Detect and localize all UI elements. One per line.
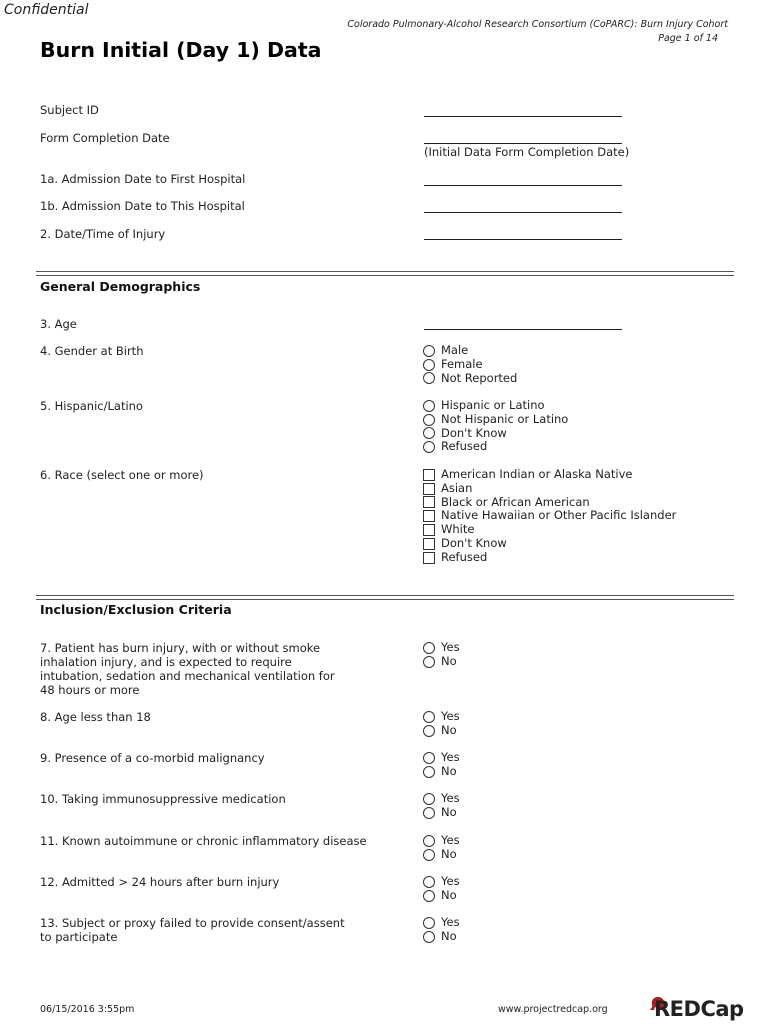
- hispanic-options: [423, 399, 568, 454]
- radio-icon[interactable]: [423, 400, 435, 412]
- injury-datetime-label: 2. Date/Time of Injury: [40, 227, 166, 241]
- gender-option[interactable]: Female: [423, 358, 517, 372]
- radio-icon[interactable]: [423, 876, 435, 888]
- question-13-options: [423, 916, 460, 944]
- yes-option[interactable]: Yes: [423, 751, 460, 765]
- checkbox-icon[interactable]: [423, 496, 435, 508]
- radio-icon[interactable]: [423, 427, 435, 439]
- footer-datetime: 06/15/2016 3:55pm: [40, 1004, 135, 1015]
- gender-label: 4. Gender at Birth: [40, 344, 144, 358]
- admission-this-hospital-field[interactable]: [424, 212, 622, 213]
- radio-icon[interactable]: [423, 725, 435, 737]
- subject-id-label: Subject ID: [40, 103, 99, 117]
- no-option[interactable]: No: [423, 765, 460, 779]
- section-divider: [36, 595, 734, 600]
- checkbox-icon[interactable]: [423, 510, 435, 522]
- hispanic-label: 5. Hispanic/Latino: [40, 399, 143, 413]
- checkbox-icon[interactable]: [423, 483, 435, 495]
- yes-option[interactable]: Yes: [423, 875, 460, 889]
- no-option[interactable]: No: [423, 848, 460, 862]
- no-option[interactable]: No: [423, 806, 460, 820]
- race-options: [423, 468, 676, 565]
- radio-icon[interactable]: [423, 642, 435, 654]
- hispanic-option[interactable]: Don't Know: [423, 427, 568, 441]
- checkbox-icon[interactable]: [423, 469, 435, 481]
- checkbox-icon[interactable]: [423, 538, 435, 550]
- page-header: [347, 18, 728, 46]
- radio-icon[interactable]: [423, 441, 435, 453]
- form-completion-date-note: (Initial Data Form Completion Date): [424, 145, 630, 159]
- question-8-options: [423, 710, 460, 738]
- checkbox-icon[interactable]: [423, 552, 435, 564]
- question-9-options: [423, 751, 460, 779]
- subject-id-field[interactable]: [424, 116, 622, 117]
- race-option[interactable]: Black or African American: [423, 496, 676, 510]
- age-label: 3. Age: [40, 317, 77, 331]
- radio-icon[interactable]: [423, 890, 435, 902]
- question-12-options: [423, 875, 460, 903]
- gender-option[interactable]: Not Reported: [423, 372, 517, 386]
- admission-first-hospital-field[interactable]: [424, 185, 622, 186]
- no-option[interactable]: No: [423, 655, 460, 669]
- radio-icon[interactable]: [423, 656, 435, 668]
- radio-icon[interactable]: [423, 793, 435, 805]
- race-label: 6. Race (select one or more): [40, 468, 204, 482]
- race-option[interactable]: American Indian or Alaska Native: [423, 468, 676, 482]
- form-completion-date-label: Form Completion Date: [40, 131, 170, 145]
- radio-icon[interactable]: [423, 345, 435, 357]
- page-title: Burn Initial (Day 1) Data: [40, 38, 322, 62]
- yes-option[interactable]: Yes: [423, 710, 460, 724]
- question-12-label: 12. Admitted > 24 hours after burn injury: [40, 875, 280, 889]
- question-11-label: 11. Known autoimmune or chronic inflammatory disease: [40, 834, 367, 848]
- question-9-label: 9. Presence of a co-morbid malignancy: [40, 751, 265, 765]
- yes-option[interactable]: Yes: [423, 641, 460, 655]
- radio-icon[interactable]: [423, 931, 435, 943]
- project-name: Colorado Pulmonary-Alcohol Research Consortium (CoPARC): Burn Injury Cohort: [347, 19, 728, 30]
- age-field[interactable]: [424, 329, 622, 330]
- no-option[interactable]: No: [423, 930, 460, 944]
- race-option[interactable]: Native Hawaiian or Other Pacific Islander: [423, 509, 676, 523]
- section-title-demographics: General Demographics: [40, 279, 201, 294]
- no-option[interactable]: No: [423, 889, 460, 903]
- hispanic-option[interactable]: Not Hispanic or Latino: [423, 413, 568, 427]
- question-7-label: 7. Patient has burn injury, with or without smoke inhalation injury, and is expected to require intubation, sedation and mechanical ventilation for 48 hours or more: [40, 641, 335, 697]
- radio-icon[interactable]: [423, 711, 435, 723]
- radio-icon[interactable]: [423, 766, 435, 778]
- radio-icon[interactable]: [423, 359, 435, 371]
- race-option[interactable]: Refused: [423, 551, 676, 565]
- yes-option[interactable]: Yes: [423, 834, 460, 848]
- question-8-label: 8. Age less than 18: [40, 710, 151, 724]
- gender-option[interactable]: Male: [423, 344, 517, 358]
- question-10-options: [423, 792, 460, 820]
- form-completion-date-field[interactable]: [424, 143, 622, 144]
- radio-icon[interactable]: [423, 414, 435, 426]
- radio-icon[interactable]: [423, 807, 435, 819]
- section-title-criteria: Inclusion/Exclusion Criteria: [40, 602, 232, 617]
- question-11-options: [423, 834, 460, 862]
- question-13-label: 13. Subject or proxy failed to provide consent/assent to participate: [40, 916, 345, 944]
- no-option[interactable]: No: [423, 724, 460, 738]
- checkbox-icon[interactable]: [423, 524, 435, 536]
- race-option[interactable]: Asian: [423, 482, 676, 496]
- yes-option[interactable]: Yes: [423, 916, 460, 930]
- yes-option[interactable]: Yes: [423, 792, 460, 806]
- injury-datetime-field[interactable]: [424, 239, 622, 240]
- radio-icon[interactable]: [423, 835, 435, 847]
- hispanic-option[interactable]: Refused: [423, 440, 568, 454]
- radio-icon[interactable]: [423, 917, 435, 929]
- gender-options: [423, 344, 517, 385]
- radio-icon[interactable]: [423, 752, 435, 764]
- radio-icon[interactable]: [423, 372, 435, 384]
- race-option[interactable]: White: [423, 523, 676, 537]
- admission-this-hospital-label: 1b. Admission Date to This Hospital: [40, 199, 245, 213]
- question-10-label: 10. Taking immunosuppressive medication: [40, 792, 286, 806]
- race-option[interactable]: Don't Know: [423, 537, 676, 551]
- hispanic-option[interactable]: Hispanic or Latino: [423, 399, 568, 413]
- question-7-options: [423, 641, 460, 669]
- admission-first-hospital-label: 1a. Admission Date to First Hospital: [40, 172, 246, 186]
- footer-url: www.projectredcap.org: [498, 1004, 608, 1015]
- radio-icon[interactable]: [423, 849, 435, 861]
- confidential-label: Confidential: [4, 2, 89, 18]
- page-number: Page 1 of 14: [658, 33, 718, 44]
- section-divider: [36, 271, 734, 276]
- redcap-logo-text: REDCap: [654, 997, 744, 1021]
